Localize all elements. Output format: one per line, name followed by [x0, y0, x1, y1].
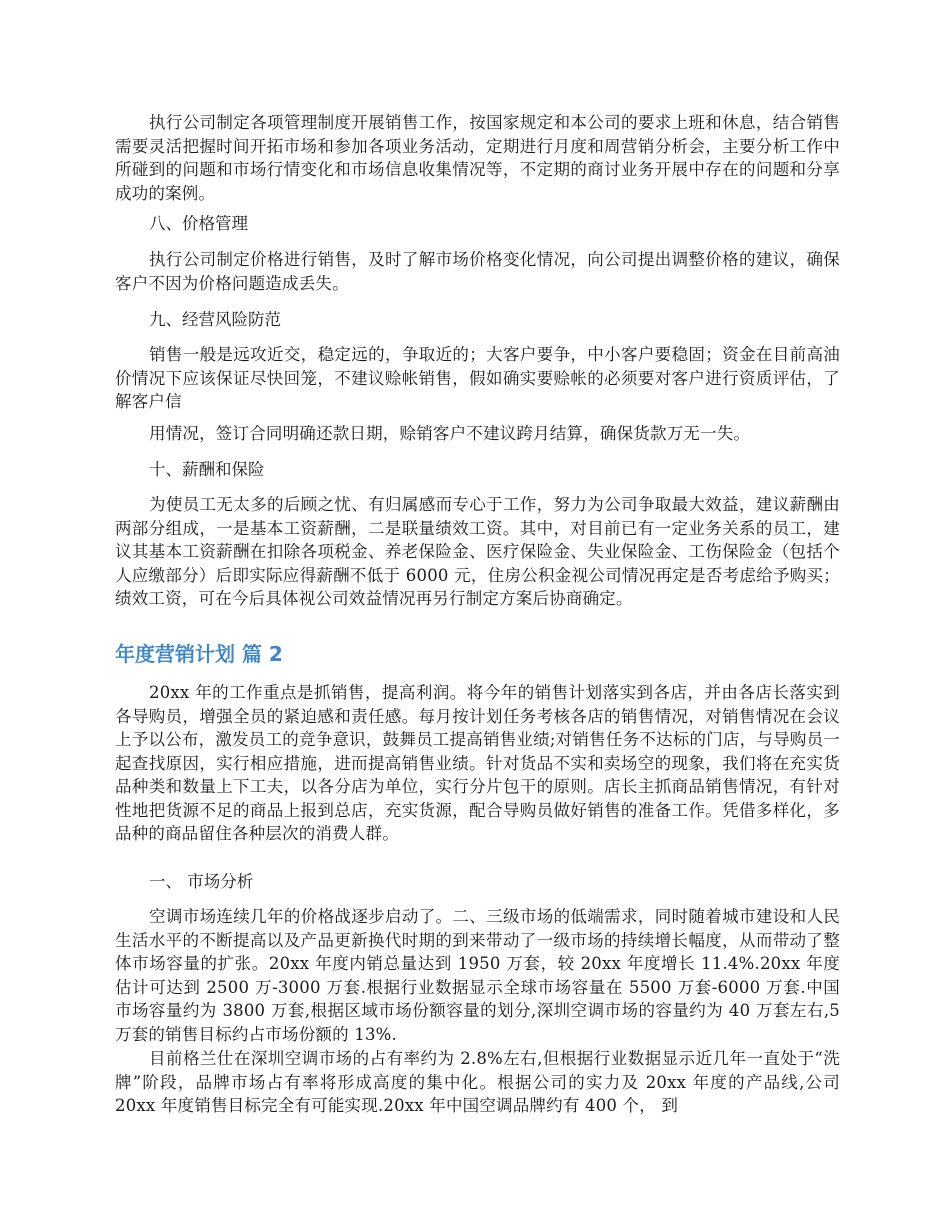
paragraph-sales-focus: 20xx 年的工作重点是抓销售，提高利润。将今年的销售计划落实到各店，并由各店长落实到各导购员，增强全员的紧迫感和责任感。每月按计划任务考核各店的销售情况，对销售情况在会议上予以公布，激发员工的竞争意识，鼓舞员工提高销售业绩;对销售任务不达标的门店，与导购员一起查找原因，实行相应措施，进而提高销售业绩。针对货品不实和卖场空的现象，我们将在充实货品种类和数量上下工夫，以各分店为单位，实行分片包干的原则。店长主抓商品销售情况，有针对性地把货源不足的商品上报到总店，充实货源，配合导购员做好销售的准备工作。凭借多样化，多品种的商品留住各种层次的消费人群。	[115, 683, 840, 843]
section-title-risk-prevention: 九、经营风险防范	[149, 310, 281, 329]
section-title-salary-insurance: 十、薪酬和保险	[149, 460, 265, 479]
paragraph-market-analysis: 空调市场连续几年的价格战逐步启动了。二、三级市场的低端需求，同时随着城市建设和人民生活水平的不断提高以及产品更新换代时期的到来带动了一级市场的持续增长幅度，从而带动了整体市场容量的扩张。20xx 年度内销总量达到 1950 万套，较 20xx 年度增长 11.4%.20xx 年度估计可达到 2500 万-3000 万套.根据行业数据显示全球市场容量在 5500 万套-6000 万套.中国市场容量约为 3800 万套,根据区域市场份额容量的划分,深圳空调市场的容量约为 40 万套左右,5 万套的销售目标约占市场份额的 13%.	[115, 907, 840, 1044]
paragraph-management-rules: 执行公司制定各项管理制度开展销售工作，按国家规定和本公司的要求上班和休息，结合销售需要灵活把握时间开拓市场和参加各项业务活动，定期进行月度和周营销分析会，主要分析工作中所碰到的问题和市场行情变化和市场信息收集情况等，不定期的商讨业务开展中存在的问题和分享成功的案例。	[115, 113, 840, 203]
paragraph-market-share: 目前格兰仕在深圳空调市场的占有率约为 2.8%左右,但根据行业数据显示近几年一直处于“洗牌”阶段，品牌市场占有率将形成高度的集中化。根据公司的实力及 20xx 年度的产品线,公司 20xx 年度销售目标完全有可能实现.20xx 年中国空调品牌约有 400 个， 到	[115, 1049, 840, 1115]
paragraph-salary-insurance: 为使员工无太多的后顾之忧、有归属感而专心于工作，努力为公司争取最大效益，建议薪酬由两部分组成，一是基本工资薪酬，二是联量绩效工资。其中，对目前已有一定业务关系的员工，建议其基本工资薪酬在扣除各项税金、养老保险金、医疗保险金、失业保险金、工伤保险金（包括个人应缴部分）后即实际应得薪酬不低于 6000 元，住房公积金视公司情况再定是否考虑给予购买；绩效工资，可在今后具体视公司效益情况再另行制定方案后协商确定。	[115, 495, 840, 608]
paragraph-price-management: 执行公司制定价格进行销售，及时了解市场价格变化情况，向公司提出调整价格的建议，确保客户不因为价格问题造成丢失。	[115, 250, 840, 293]
section-title-market-analysis: 一、 市场分析	[149, 872, 254, 891]
paragraph-risk-prevention: 销售一般是远攻近交，稳定远的，争取近的；大客户要争，中小客户要稳固；资金在目前高油价情况下应该保证尽快回笼，不建议赊帐销售，假如确实要赊帐的必须要对客户进行资质评估，了解客户信	[115, 345, 840, 411]
section-title-price-management: 八、价格管理	[149, 214, 248, 233]
article-heading: 年度营销计划 篇 2	[115, 642, 283, 666]
paragraph-credit-terms: 用情况，签订合同明确还款日期，赊销客户不建议跨月结算，确保货款万无一失。	[149, 424, 751, 443]
